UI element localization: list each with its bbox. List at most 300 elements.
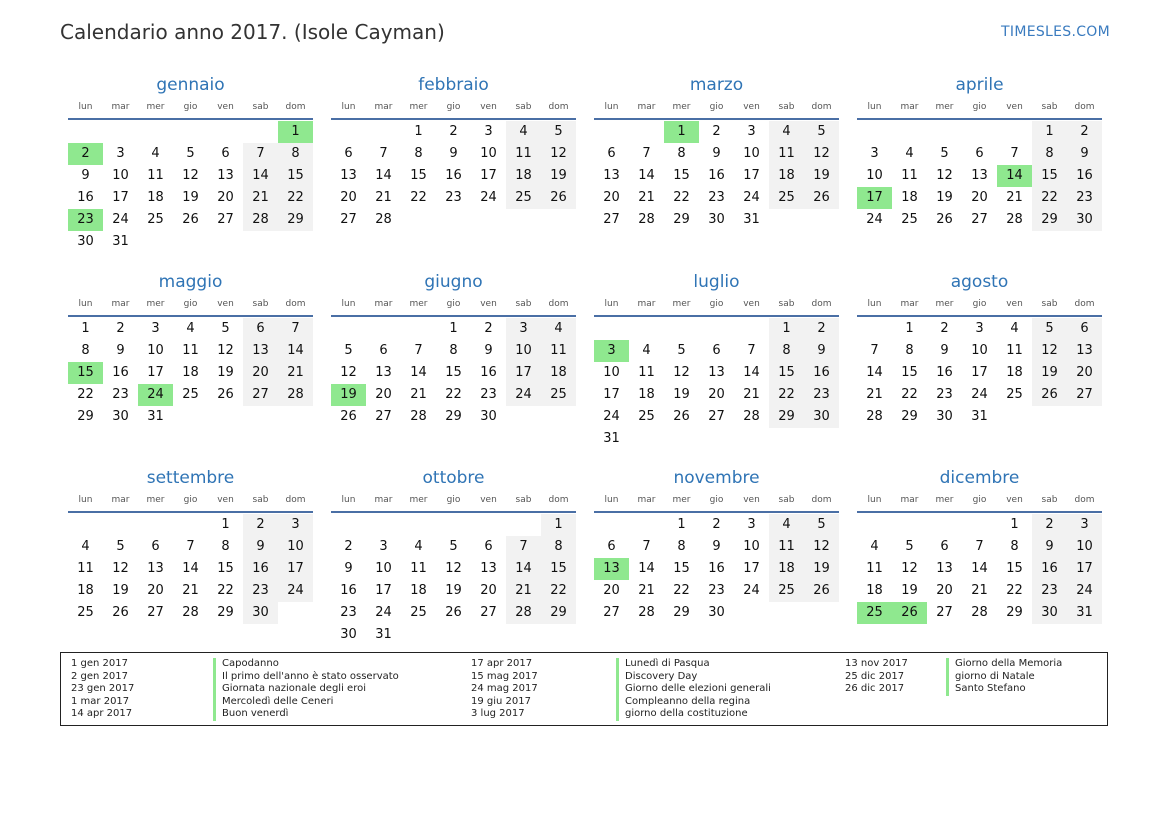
day-cell: 28 <box>743 409 760 424</box>
day-cell-holiday: 14 <box>997 165 1032 187</box>
legend-holiday-name: Il primo dell'anno è stato osservato <box>213 671 399 684</box>
day-cell: 21 <box>743 387 760 402</box>
day-cell: 30 <box>112 409 129 424</box>
day-cell: 20 <box>603 190 620 205</box>
empty-cell <box>278 231 313 253</box>
month-name: settembre <box>146 468 235 488</box>
week-row <box>594 165 839 187</box>
day-cell: 30 <box>480 409 497 424</box>
empty-cell <box>68 121 103 143</box>
day-cell: 31 <box>375 627 392 642</box>
week-row <box>68 209 313 231</box>
day-cell: 14 <box>743 365 760 380</box>
day-cell: 4 <box>81 539 90 554</box>
month-gennaio <box>68 74 313 271</box>
day-cell: 3 <box>506 318 541 340</box>
day-cell: 26 <box>541 187 576 209</box>
day-cell: 3 <box>484 124 493 139</box>
day-cell: 7 <box>747 343 756 358</box>
day-cell: 20 <box>243 362 278 384</box>
empty-cell <box>401 318 436 340</box>
day-cell: 21 <box>638 190 655 205</box>
weekday-label: mar <box>637 495 656 505</box>
day-cell: 29 <box>769 406 804 428</box>
day-cell: 7 <box>642 539 651 554</box>
empty-cell <box>804 209 839 231</box>
empty-cell <box>804 602 839 624</box>
weekday-label: lun <box>604 299 619 309</box>
day-cell: 9 <box>484 343 493 358</box>
weekday-label: gio <box>972 102 987 112</box>
weekday-label: mer <box>672 495 691 505</box>
empty-cell <box>208 121 243 143</box>
month-name: gennaio <box>156 75 225 95</box>
empty-cell <box>331 121 366 143</box>
empty-cell <box>243 231 278 253</box>
day-cell: 11 <box>182 343 199 358</box>
week-row <box>594 514 839 536</box>
empty-cell <box>138 231 173 253</box>
week-row <box>68 121 313 143</box>
month-dicembre <box>857 467 1102 661</box>
day-cell: 23 <box>243 580 278 602</box>
empty-cell <box>857 514 892 536</box>
day-cell: 20 <box>603 583 620 598</box>
day-cell: 25 <box>506 187 541 209</box>
empty-cell <box>594 514 629 536</box>
day-cell: 6 <box>151 539 160 554</box>
day-cell: 12 <box>901 561 918 576</box>
day-cell: 26 <box>673 409 690 424</box>
weekday-label: ven <box>743 102 760 112</box>
week-row <box>594 143 839 165</box>
day-cell: 27 <box>971 212 988 227</box>
day-cell: 12 <box>804 536 839 558</box>
day-cell: 28 <box>971 605 988 620</box>
empty-cell <box>629 428 664 450</box>
day-cell: 31 <box>603 431 620 446</box>
weekday-label: lun <box>604 102 619 112</box>
day-cell: 24 <box>480 190 497 205</box>
day-cell: 16 <box>708 168 725 183</box>
day-cell: 17 <box>506 362 541 384</box>
day-cell: 25 <box>410 605 427 620</box>
weekday-label: lun <box>341 102 356 112</box>
day-cell: 1 <box>449 321 458 336</box>
day-cell: 22 <box>445 387 462 402</box>
header-divider <box>857 118 1102 120</box>
day-cell: 21 <box>638 583 655 598</box>
week-row <box>857 536 1102 558</box>
day-cell: 14 <box>278 340 313 362</box>
day-cell: 28 <box>410 409 427 424</box>
empty-cell <box>629 514 664 536</box>
day-cell: 6 <box>1067 318 1102 340</box>
day-cell: 9 <box>449 146 458 161</box>
weekday-label: mer <box>409 495 428 505</box>
week-row <box>331 406 576 428</box>
day-cell: 6 <box>607 146 616 161</box>
weekday-label: gio <box>709 299 724 309</box>
day-cell-holiday: 1 <box>664 121 699 143</box>
weekday-header <box>594 99 839 116</box>
day-cell: 27 <box>936 605 953 620</box>
week-row <box>594 318 839 340</box>
day-cell: 22 <box>77 387 94 402</box>
empty-cell <box>366 318 401 340</box>
day-cell: 9 <box>1032 536 1067 558</box>
day-cell-holiday: 15 <box>68 362 103 384</box>
empty-cell <box>208 406 243 428</box>
month-aprile <box>857 74 1102 271</box>
day-cell: 27 <box>708 409 725 424</box>
month-maggio <box>68 271 313 467</box>
empty-cell <box>629 121 664 143</box>
weekday-label: gio <box>183 495 198 505</box>
day-cell: 13 <box>708 365 725 380</box>
legend-holiday-name: Capodanno <box>213 658 399 671</box>
empty-cell <box>506 209 541 231</box>
day-cell: 15 <box>445 365 462 380</box>
day-cell: 23 <box>708 190 725 205</box>
day-cell: 27 <box>480 605 497 620</box>
day-cell: 3 <box>151 321 160 336</box>
day-cell: 12 <box>1032 340 1067 362</box>
day-cell: 7 <box>870 343 879 358</box>
day-cell: 7 <box>278 318 313 340</box>
legend-holiday-name: giorno della costituzione <box>616 708 771 721</box>
legend-holiday-name: Mercoledì delle Ceneri <box>213 696 399 709</box>
weekday-label: sab <box>252 495 269 505</box>
day-cell: 26 <box>112 605 129 620</box>
day-cell: 28 <box>182 605 199 620</box>
day-cell: 19 <box>445 583 462 598</box>
day-cell: 22 <box>901 387 918 402</box>
day-cell: 11 <box>638 365 655 380</box>
weekday-label: lun <box>78 299 93 309</box>
day-cell: 16 <box>243 558 278 580</box>
legend-names-column <box>213 658 399 721</box>
header-divider <box>594 315 839 317</box>
day-cell: 16 <box>340 583 357 598</box>
day-cell: 13 <box>147 561 164 576</box>
empty-cell <box>699 318 734 340</box>
day-cell: 14 <box>182 561 199 576</box>
day-cell: 11 <box>77 561 94 576</box>
week-row <box>331 209 576 231</box>
day-cell: 10 <box>480 146 497 161</box>
day-cell: 29 <box>445 409 462 424</box>
day-cell: 14 <box>375 168 392 183</box>
day-cell: 4 <box>769 121 804 143</box>
day-cell: 19 <box>1032 362 1067 384</box>
day-cell: 29 <box>1032 209 1067 231</box>
empty-cell <box>138 514 173 536</box>
day-cell: 13 <box>480 561 497 576</box>
day-cell: 30 <box>77 234 94 249</box>
header-divider <box>331 511 576 513</box>
day-cell: 22 <box>410 190 427 205</box>
day-cell: 24 <box>375 605 392 620</box>
day-cell: 12 <box>445 561 462 576</box>
legend-holiday-name: giorno di Natale <box>946 671 1062 684</box>
header-divider <box>857 511 1102 513</box>
day-cell: 19 <box>112 583 129 598</box>
week-row <box>68 318 313 340</box>
weekday-label: lun <box>341 299 356 309</box>
day-cell: 31 <box>112 234 129 249</box>
day-cell: 19 <box>673 387 690 402</box>
weekday-label: dom <box>1074 299 1095 309</box>
day-cell: 7 <box>379 146 388 161</box>
day-cell: 28 <box>375 212 392 227</box>
day-cell: 6 <box>379 343 388 358</box>
empty-cell <box>471 209 506 231</box>
week-row <box>857 165 1102 187</box>
day-cell: 4 <box>414 539 423 554</box>
day-cell: 23 <box>1032 580 1067 602</box>
day-cell: 27 <box>217 212 234 227</box>
header-divider <box>68 511 313 513</box>
day-cell: 11 <box>769 143 804 165</box>
empty-cell <box>734 318 769 340</box>
week-row <box>594 428 839 450</box>
day-cell-holiday: 23 <box>68 209 103 231</box>
day-cell: 2 <box>344 539 353 554</box>
day-cell: 7 <box>414 343 423 358</box>
day-cell: 22 <box>1006 583 1023 598</box>
day-cell: 12 <box>217 343 234 358</box>
empty-cell <box>103 514 138 536</box>
day-cell: 21 <box>375 190 392 205</box>
weekday-label: mar <box>111 102 130 112</box>
day-cell: 8 <box>414 146 423 161</box>
day-cell: 12 <box>804 143 839 165</box>
day-cell: 20 <box>375 387 392 402</box>
day-cell: 16 <box>708 561 725 576</box>
day-cell: 14 <box>971 561 988 576</box>
day-cell: 26 <box>1032 384 1067 406</box>
weekday-label: mer <box>935 299 954 309</box>
day-cell: 2 <box>712 517 721 532</box>
header-divider <box>68 118 313 120</box>
day-cell: 28 <box>278 384 313 406</box>
weekday-label: sab <box>515 102 532 112</box>
month-name: novembre <box>673 468 760 488</box>
day-cell: 21 <box>1006 190 1023 205</box>
day-cell: 12 <box>936 168 953 183</box>
day-cell: 28 <box>866 409 883 424</box>
day-cell: 5 <box>221 321 230 336</box>
day-cell: 28 <box>638 605 655 620</box>
day-cell: 20 <box>936 583 953 598</box>
day-cell: 22 <box>1032 187 1067 209</box>
empty-cell <box>962 121 997 143</box>
empty-cell <box>892 514 927 536</box>
day-cell-holiday: 26 <box>892 602 927 624</box>
day-cell: 18 <box>769 165 804 187</box>
week-row <box>68 165 313 187</box>
weekday-header <box>331 492 576 509</box>
day-cell: 8 <box>278 143 313 165</box>
day-cell: 22 <box>217 583 234 598</box>
day-cell: 11 <box>1006 343 1023 358</box>
empty-cell <box>506 514 541 536</box>
week-row <box>331 384 576 406</box>
day-cell: 8 <box>905 343 914 358</box>
day-cell: 6 <box>344 146 353 161</box>
day-cell: 18 <box>182 365 199 380</box>
weekday-label: sab <box>252 102 269 112</box>
weekday-label: mar <box>637 299 656 309</box>
day-cell: 8 <box>1010 539 1019 554</box>
day-cell-holiday: 24 <box>138 384 173 406</box>
weekday-label: lun <box>78 495 93 505</box>
day-cell: 17 <box>603 387 620 402</box>
day-cell: 1 <box>81 321 90 336</box>
weekday-label: dom <box>548 495 569 505</box>
day-cell: 23 <box>112 387 129 402</box>
empty-cell <box>173 231 208 253</box>
month-name: agosto <box>950 272 1009 292</box>
weekday-label: mar <box>374 299 393 309</box>
week-row <box>594 362 839 384</box>
day-cell: 13 <box>1067 340 1102 362</box>
day-cell: 6 <box>607 539 616 554</box>
header-divider <box>331 315 576 317</box>
weekday-label: ven <box>1006 299 1023 309</box>
weekday-label: mer <box>409 299 428 309</box>
empty-cell <box>506 406 541 428</box>
day-cell: 26 <box>804 580 839 602</box>
day-cell: 15 <box>278 165 313 187</box>
day-cell: 27 <box>340 212 357 227</box>
week-row <box>594 340 839 362</box>
month-marzo <box>594 74 839 271</box>
day-cell: 26 <box>182 212 199 227</box>
day-cell: 2 <box>449 124 458 139</box>
day-cell: 25 <box>182 387 199 402</box>
weekday-label: lun <box>604 495 619 505</box>
weekday-label: mar <box>374 495 393 505</box>
day-cell: 17 <box>743 561 760 576</box>
day-cell: 14 <box>866 365 883 380</box>
day-cell: 16 <box>112 365 129 380</box>
day-cell: 20 <box>1067 362 1102 384</box>
weekday-label: sab <box>778 102 795 112</box>
day-cell: 6 <box>940 539 949 554</box>
week-row <box>68 406 313 428</box>
month-name: maggio <box>158 272 223 292</box>
day-cell: 5 <box>804 514 839 536</box>
day-cell: 1 <box>414 124 423 139</box>
day-cell: 3 <box>870 146 879 161</box>
day-cell-holiday: 3 <box>594 340 629 362</box>
week-row <box>594 536 839 558</box>
day-cell: 7 <box>1010 146 1019 161</box>
day-cell: 22 <box>541 580 576 602</box>
holiday-legend <box>60 652 1108 726</box>
week-row <box>857 318 1102 340</box>
day-cell: 4 <box>151 146 160 161</box>
month-name: febbraio <box>418 75 489 95</box>
weekday-label: dom <box>811 299 832 309</box>
weekday-label: gio <box>183 102 198 112</box>
day-cell: 24 <box>506 384 541 406</box>
day-cell: 30 <box>936 409 953 424</box>
weekday-label: ven <box>480 102 497 112</box>
legend-dates-column <box>471 658 538 721</box>
day-cell: 4 <box>186 321 195 336</box>
week-row <box>331 340 576 362</box>
brand-link[interactable]: TIMESLES.COM <box>1001 24 1110 40</box>
day-cell: 8 <box>1032 143 1067 165</box>
month-luglio <box>594 271 839 467</box>
day-cell: 10 <box>147 343 164 358</box>
weekday-label: dom <box>1074 102 1095 112</box>
day-cell: 24 <box>1067 580 1102 602</box>
day-cell: 1 <box>677 517 686 532</box>
weekday-header <box>68 99 313 116</box>
empty-cell <box>594 121 629 143</box>
legend-date: 1 gen 2017 <box>71 658 129 669</box>
weekday-header <box>68 492 313 509</box>
week-row <box>68 514 313 536</box>
day-cell: 5 <box>1032 318 1067 340</box>
day-cell: 17 <box>480 168 497 183</box>
day-cell: 18 <box>638 387 655 402</box>
empty-cell <box>208 231 243 253</box>
week-row <box>594 406 839 428</box>
week-row <box>331 143 576 165</box>
day-cell: 28 <box>243 209 278 231</box>
month-name: ottobre <box>422 468 485 488</box>
day-cell: 9 <box>243 536 278 558</box>
day-cell: 4 <box>769 514 804 536</box>
day-cell: 21 <box>971 583 988 598</box>
day-cell: 23 <box>340 605 357 620</box>
day-cell: 9 <box>1067 143 1102 165</box>
weekday-header <box>68 296 313 313</box>
week-row <box>594 580 839 602</box>
empty-cell <box>366 514 401 536</box>
day-cell: 14 <box>638 168 655 183</box>
empty-cell <box>857 121 892 143</box>
day-cell: 2 <box>804 318 839 340</box>
day-cell: 27 <box>243 384 278 406</box>
weekday-label: sab <box>778 299 795 309</box>
day-cell: 9 <box>712 146 721 161</box>
day-cell: 24 <box>278 580 313 602</box>
day-cell-holiday: 13 <box>594 558 629 580</box>
day-cell: 5 <box>804 121 839 143</box>
day-cell: 2 <box>484 321 493 336</box>
day-cell: 3 <box>379 539 388 554</box>
empty-cell <box>664 318 699 340</box>
weekday-label: ven <box>1006 102 1023 112</box>
day-cell: 17 <box>147 365 164 380</box>
legend-holiday-name: Buon venerdì <box>213 708 399 721</box>
legend-date: 19 giu 2017 <box>471 695 531 707</box>
weekday-label: sab <box>252 299 269 309</box>
day-cell: 29 <box>77 409 94 424</box>
day-cell: 12 <box>541 143 576 165</box>
day-cell: 23 <box>445 190 462 205</box>
empty-cell <box>769 209 804 231</box>
week-row <box>68 536 313 558</box>
day-cell: 30 <box>1067 209 1102 231</box>
day-cell: 15 <box>769 362 804 384</box>
